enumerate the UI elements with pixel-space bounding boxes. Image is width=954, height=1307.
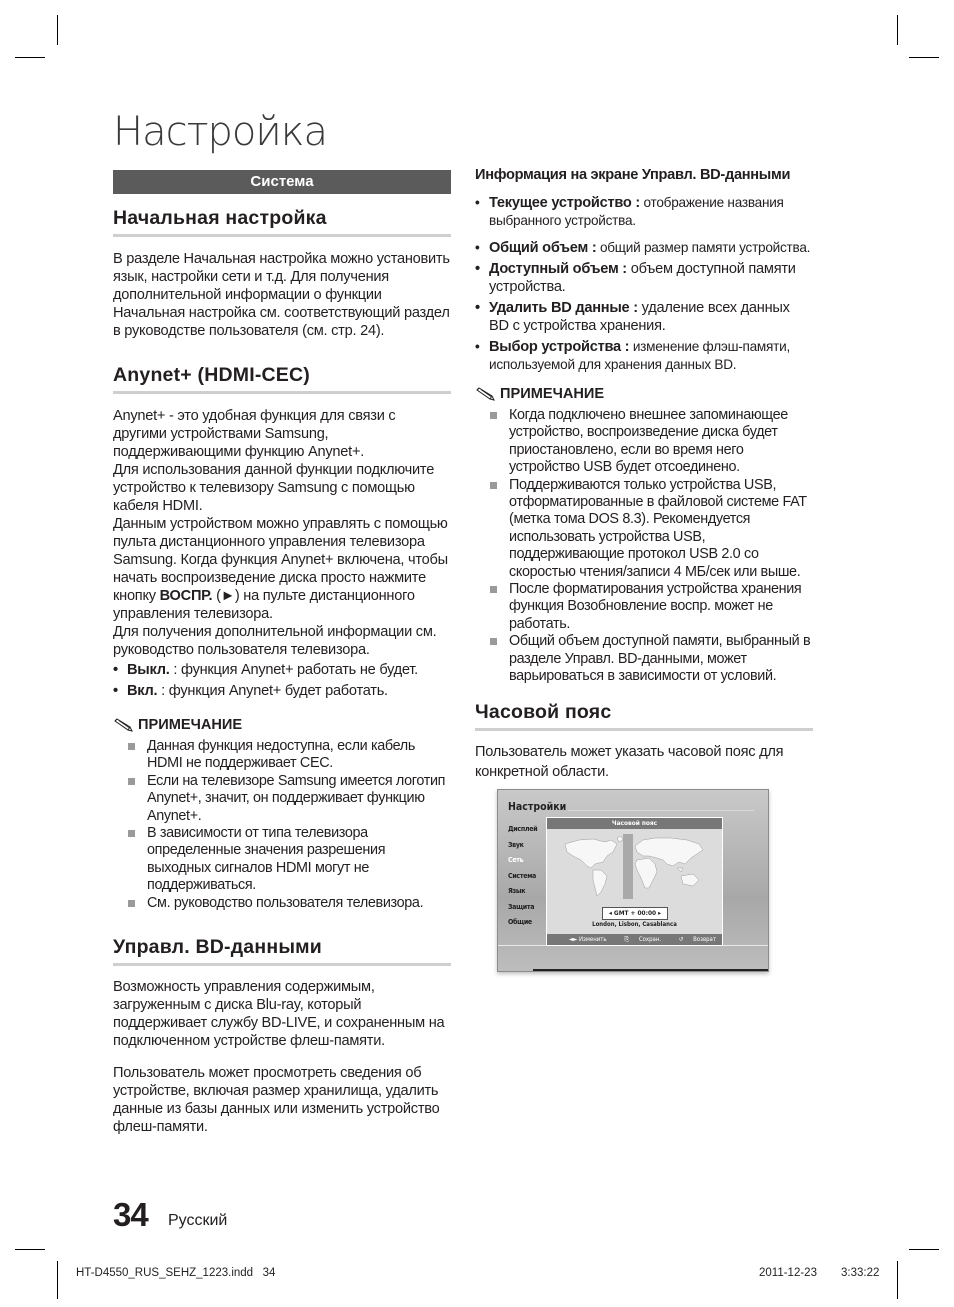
info-desc: изменение флэш-памяти, используемой для хранения данных BD.: [489, 339, 790, 372]
info-item: [475, 338, 813, 373]
tv-menu: [508, 822, 537, 931]
slug-filename: HT-D4550_RUS_SEHZ_1223.indd 34: [76, 1267, 276, 1279]
option-on: [113, 682, 451, 700]
note-item: После форматирования устройства хранения функция Возобновление воспр. может не работать.: [509, 581, 813, 633]
heading-bd-data: Управл. BD-данными: [113, 935, 451, 966]
note-item: Данная функция недоступна, если кабель HDMI не поддерживает CEC.: [147, 738, 451, 773]
pencil-note-icon: [475, 387, 497, 402]
save-hint: [616, 936, 661, 943]
tv-menu-item-general[interactable]: Общие: [508, 918, 532, 926]
anynet-notes: [113, 738, 451, 912]
crop-mark: [57, 1261, 58, 1299]
crop-mark: [897, 1261, 898, 1299]
initial-setup-text: В разделе Начальная настройка можно установить язык, настройки сети и т.д. Для получения дополнительной информации о функции Начальная настройка см. соответствующий раздел в руководстве пользователя (см. стр. 24).: [113, 251, 450, 339]
divider: [568, 810, 754, 811]
note-text: См. руководство пользователя телевизора.: [147, 894, 424, 911]
crop-mark: [15, 57, 45, 58]
anynet-text-3: [113, 515, 451, 623]
tv-menu-item-security[interactable]: Защита: [508, 902, 535, 911]
note-item: Общий объем доступной памяти, выбранный в разделе Управл. BD-данными, может варьироваться в зависимости от условий.: [509, 633, 813, 685]
anynet-options: [113, 661, 451, 700]
option-desc: : функция Anynet+ работать не будет.: [169, 662, 418, 678]
right-column: [475, 166, 813, 782]
divider: [533, 969, 768, 971]
change-hint: ◄► Изменить: [568, 936, 607, 943]
info-heading: Информация на экране Управл. BD-данными: [475, 167, 791, 183]
back-label: Возврат: [693, 936, 716, 943]
bd-notes: [475, 407, 813, 686]
info-desc: объем доступной памяти устройства.: [489, 261, 796, 295]
tv-menu-item-system[interactable]: Система: [508, 871, 536, 880]
slug-time: 3:33:22: [841, 1267, 880, 1279]
return-icon: ↺: [678, 936, 686, 943]
option-term: Выкл.: [127, 662, 170, 678]
timezone-value: GMT + 00:00: [613, 909, 657, 917]
info-term: Текущее устройство :: [489, 195, 641, 211]
info-desc: отображение названия выбранного устройства.: [489, 195, 784, 228]
crop-mark: [15, 1249, 45, 1250]
heading-timezone: Часовой пояс: [475, 700, 813, 731]
arrow-left-icon[interactable]: ◂: [608, 909, 614, 917]
save-icon: ⎘: [624, 936, 631, 943]
page-title: Настройка: [113, 109, 328, 155]
page-language: Русский: [168, 1212, 228, 1229]
save-label: Сохран.: [638, 936, 662, 943]
timezone-selector[interactable]: [602, 907, 668, 920]
dialog-footer: [547, 934, 722, 945]
info-item: [475, 194, 813, 229]
anynet-text-1: Anynet+ - это удобная функция для связи с другими устройствами Samsung, поддерживающими функцию Anynet+.: [113, 408, 396, 460]
anynet-text-3b: (►) на пульте дистанционного управления телевизора.: [113, 588, 415, 622]
anynet-text-3a: Данным устройством можно управлять с помощью пульта дистанционного управления телевизора Samsung. Когда функция Anynet+ включена, чтобы начать воспроизведение диска просто нажмите кнопку: [113, 516, 448, 604]
anynet-text-2: Для использования данной функции подключите устройство к телевизору Samsung с помощью кабеля HDMI.: [113, 462, 435, 514]
tv-menu-item-display[interactable]: Дисплей: [508, 825, 538, 833]
slug-date: 2011-12-23: [759, 1267, 817, 1279]
section-banner: Система: [113, 170, 451, 194]
crop-mark: [897, 15, 898, 45]
bd-data-text-1: Возможность управления содержимым, загруженным с диска Blu-ray, который поддерживает службу BD-LIVE, и сохраненным на подключенном устройстве флеш-памяти.: [113, 979, 445, 1050]
info-desc: удаление всех данных BD с устройства хранения.: [489, 300, 790, 334]
bd-data-text-2: Пользователь может просмотреть сведения об устройстве, включая размер хранилища, удалить данные из базы данных или изменить устройство флеш-памяти.: [113, 1065, 440, 1136]
note-item: Если на телевизоре Samsung имеется логотип Anynet+, значит, он поддерживает функцию Anynet+.: [147, 773, 451, 825]
heading-initial-setup: Начальная настройка: [113, 206, 451, 237]
info-term: Удалить BD данные :: [489, 300, 638, 316]
info-item: [475, 239, 813, 257]
note-item: Поддерживаются только устройства USB, отформатированные в файловой системе FAT (метка тома DOS 8.3). Рекомендуется использовать устройства USB, поддерживающие протокол USB 2.0 со скоростью чтения/записи 4 МБ/сек или выше.: [509, 477, 813, 581]
note-header: [475, 385, 813, 403]
note-label: ПРИМЕЧАНИЕ: [138, 717, 243, 733]
info-term: Доступный объем :: [489, 261, 627, 277]
play-button-label: ВОСПР.: [159, 588, 213, 604]
info-term: Выбор устройства :: [489, 339, 630, 355]
arrow-right-icon[interactable]: ▸: [656, 909, 662, 917]
tv-menu-item-language[interactable]: Язык: [508, 887, 526, 895]
info-term: Общий объем :: [489, 240, 597, 256]
heading-anynet: Anynet+ (HDMI-CEC): [113, 363, 451, 394]
dialog-title: Часовой пояс: [547, 818, 722, 829]
crop-mark: [909, 1249, 939, 1250]
anynet-text-4: Для получения дополнительной информации см. руководство пользователя телевизора.: [113, 624, 437, 658]
note-item-cont: [147, 895, 451, 912]
info-desc: общий размер памяти устройства.: [596, 240, 811, 255]
option-desc: : функция Anynet+ будет работать.: [157, 683, 388, 699]
option-term: Вкл.: [127, 683, 158, 699]
crop-mark: [57, 15, 58, 45]
note-header: [113, 716, 451, 734]
note-item: В зависимости от типа телевизора определенные значения разрешения выходных сигналов HDMI могут не поддерживаться.: [147, 825, 451, 895]
tv-title: Настройки: [508, 801, 567, 813]
page-number: 34: [113, 1196, 148, 1233]
world-map-icon[interactable]: [559, 834, 709, 899]
tv-menu-item-sound[interactable]: Звук: [508, 840, 524, 849]
timezone-cities: London, Lisbon, Casablanca: [592, 921, 677, 928]
crop-mark: [909, 57, 939, 58]
back-hint: [671, 936, 716, 943]
tv-menu-item-network[interactable]: Сеть: [508, 856, 524, 864]
timezone-dialog: [546, 817, 723, 946]
pencil-note-icon: [113, 718, 135, 733]
note-label: ПРИМЕЧАНИЕ: [500, 386, 605, 402]
info-item: [475, 299, 813, 335]
note-item: Когда подключено внешнее запоминающее устройство, воспроизведение диска будет приостановлено, если во время него устройство USB будет отсоединено.: [509, 407, 813, 477]
left-column: [113, 170, 451, 1136]
timezone-text: Пользователь может указать часовой пояс для конкретной области.: [475, 743, 784, 780]
info-item: [475, 260, 813, 296]
option-off: [113, 661, 451, 679]
info-list: [475, 194, 813, 373]
tv-settings-screenshot: [497, 789, 769, 972]
